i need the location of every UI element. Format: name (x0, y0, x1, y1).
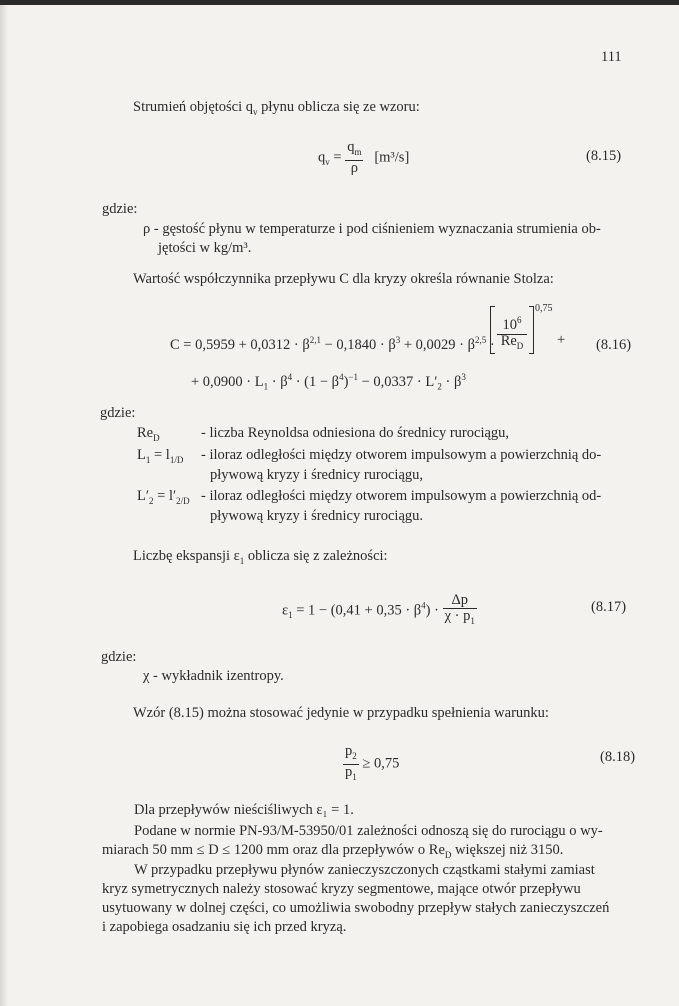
def-re-symbol (137, 424, 160, 447)
eq817-number: (8.17) (591, 599, 627, 615)
eq816-l2-p2: 4 (339, 372, 344, 382)
eq817-den: χ · p (444, 608, 471, 624)
eq815-number: (8.15) (586, 148, 622, 164)
eq816-bracket (490, 306, 534, 354)
equation-8-18 (343, 744, 399, 785)
eq816-bracket-num: 10 (502, 316, 517, 333)
def-re-sub: D (153, 432, 160, 443)
para2-sub: D (444, 849, 452, 860)
equation-8-17 (282, 593, 477, 629)
scan-top-edge (0, 0, 679, 5)
condition-intro: Wzór (8.15) można stosować jedynie w przypadku spełnienia warunku: (133, 705, 549, 721)
eq816-p2: 3 (395, 335, 401, 345)
eq815-unit: [m³/s] (374, 149, 410, 166)
gdzie-label-2: gdzie: (100, 405, 136, 421)
eq816-l2-a: + 0,0900 · L (191, 373, 264, 390)
page-number: 111 (601, 49, 622, 65)
def-l2-sym: L′ (137, 488, 150, 504)
eq816-l2-p4: 3 (461, 372, 466, 382)
expansion-intro (133, 547, 388, 570)
eq817-mid-p: 4 (421, 600, 426, 611)
def-l2-text-line2: pływową kryzy i średnicy rurociągu. (210, 508, 424, 524)
eq817-den-sub: 1 (470, 615, 475, 626)
eq818-den: p (345, 763, 353, 780)
para2-a: miarach 50 mm ≤ D ≤ 1200 mm oraz dla przepływów o Re (102, 842, 445, 858)
eq815-lhs: q (318, 149, 326, 166)
def-l1-text-line1: - iloraz odległości między otworem impulsowym a powierzchnią do- (201, 447, 602, 463)
eq817-mid-rest: ) · (425, 602, 439, 619)
eq817-fraction (443, 593, 477, 629)
equation-8-15 (318, 140, 409, 176)
eq816-number: (8.16) (596, 337, 632, 353)
eq816-bracket-den-sub: D (516, 340, 524, 351)
eq816-l2-sub2: 2 (437, 381, 442, 392)
exp-intro-sub: 1 (239, 555, 245, 566)
intro-flow-b: płynu oblicza się ze wzoru: (257, 99, 420, 115)
eq816-l2-b: · β (268, 373, 288, 390)
eq815-den: ρ (350, 159, 358, 176)
def-l1-sub2: 1/D (169, 454, 184, 465)
eq816-t2: − 0,1840 · β (320, 336, 396, 353)
equation-8-16-line2 (191, 368, 466, 396)
def-l1-sym: L (137, 447, 146, 463)
intro-flow-sub: v (253, 106, 258, 117)
equation-8-16-line1 (170, 331, 495, 354)
eq816-p3: 2,5 (475, 335, 487, 345)
rho-definition-line2: jętości w kg/m³. (158, 240, 252, 256)
eq816-t4: · (486, 336, 495, 353)
eq817-mid: = 1 − (0,41 + 0,35 · β (292, 602, 422, 619)
eq818-den-sub: 1 (352, 771, 357, 782)
def-l2-eq: = l′ (153, 488, 177, 504)
eq816-p1: 2,1 (309, 335, 321, 345)
def-l2-symbol (137, 487, 190, 510)
eq817-num: Δp (443, 593, 477, 609)
eq815-num: q (347, 139, 355, 155)
paragraph-segment-line4: i zapobiega osadzaniu się ich przed kryzą. (102, 919, 347, 935)
eq816-l2-p3: −1 (348, 372, 358, 382)
gdzie-label-3: gdzie: (101, 649, 137, 665)
def-l1-sub: 1 (145, 454, 151, 465)
eq815-eq: = (333, 149, 342, 166)
paragraph-incompressible: Dla przepływów nieściśliwych ε₁ = 1. (134, 802, 354, 818)
def-re-text: - liczba Reynoldsa odniesiona do średnicy rurociągu, (201, 425, 510, 441)
exp-intro-a: Liczbę ekspansji ε (133, 548, 240, 564)
def-l1-eq: = l (150, 447, 170, 463)
gdzie-label-1: gdzie: (102, 201, 138, 217)
eq815-lhs-sub: v (325, 157, 330, 168)
intro-flow-text (133, 98, 420, 121)
scan-left-shadow (0, 5, 8, 1006)
eq818-num: p (345, 743, 353, 759)
def-l2-sub2: 2/D (176, 495, 190, 506)
eq818-num-sub: 2 (352, 750, 357, 761)
eq816-l2-p1: 4 (287, 372, 293, 382)
eq817-lhs-sub: 1 (288, 610, 293, 621)
eq818-rel: ≥ 0,75 (362, 755, 400, 772)
paragraph-segment-line3: usytuowany w dolnej części, co umożliwia swobodny przepływ stałych zanieczyszczeń (102, 900, 610, 916)
eq816-l2-e: − 0,0337 · L′ (357, 373, 438, 390)
eq815-num-sub: m (354, 146, 362, 157)
exp-intro-b: oblicza się z zależności: (244, 548, 388, 564)
eq818-fraction (343, 744, 359, 785)
eq816-l2-f: · β (441, 373, 462, 390)
def-l1-text-line2: pływową kryzy i średnicy rurociągu, (210, 467, 424, 483)
eq816-l2-d: ) (343, 373, 349, 390)
eq816-l2-c: · (1 − β (292, 373, 340, 390)
def-re-sym: Re (137, 425, 154, 441)
para2-b: większej niż 3150. (451, 842, 564, 858)
eq816-bracket-num-exp: 6 (517, 315, 522, 325)
eq816-t1: C = 0,5959 + 0,0312 · β (170, 336, 310, 353)
paragraph-segment-line1: W przypadku przepływu płynów zanieczyszczonych cząstkami stałymi zamiast (134, 862, 595, 878)
paragraph-segment-line2: kryz symetrycznych należy stosować kryzy segmentowe, mające otwór przepływu (102, 881, 581, 897)
def-l1-symbol (137, 446, 183, 469)
eq816-bracket-den: Re (500, 333, 517, 349)
def-l2-text-line1: - iloraz odległości między otworem impulsowym a powierzchnią od- (201, 488, 602, 504)
rho-definition-line1: ρ - gęstość płynu w temperaturze i pod ciśnieniem wyznaczania strumienia ob- (143, 221, 601, 237)
intro-flow-a: Strumień objętości q (133, 99, 254, 115)
eq817-lhs: ε (282, 602, 289, 619)
stolz-intro: Wartość współczynnika przepływu C dla kryzy określa równanie Stolza: (133, 271, 554, 287)
chi-definition: χ - wykładnik izentropy. (143, 668, 284, 684)
eq816-l2-sub1: 1 (263, 381, 269, 392)
eq816-bracket-exponent: 0,75 (535, 303, 553, 314)
paragraph-norm-line1: Podane w normie PN-93/M-53950/01 zależności odnoszą się do rurociągu o wy- (134, 823, 603, 839)
eq816-plus: + (557, 332, 566, 348)
eq815-fraction (345, 140, 363, 176)
def-l2-sub: 2 (149, 495, 154, 506)
eq818-number: (8.18) (600, 749, 636, 765)
eq816-t3: + 0,0029 · β (400, 336, 476, 353)
